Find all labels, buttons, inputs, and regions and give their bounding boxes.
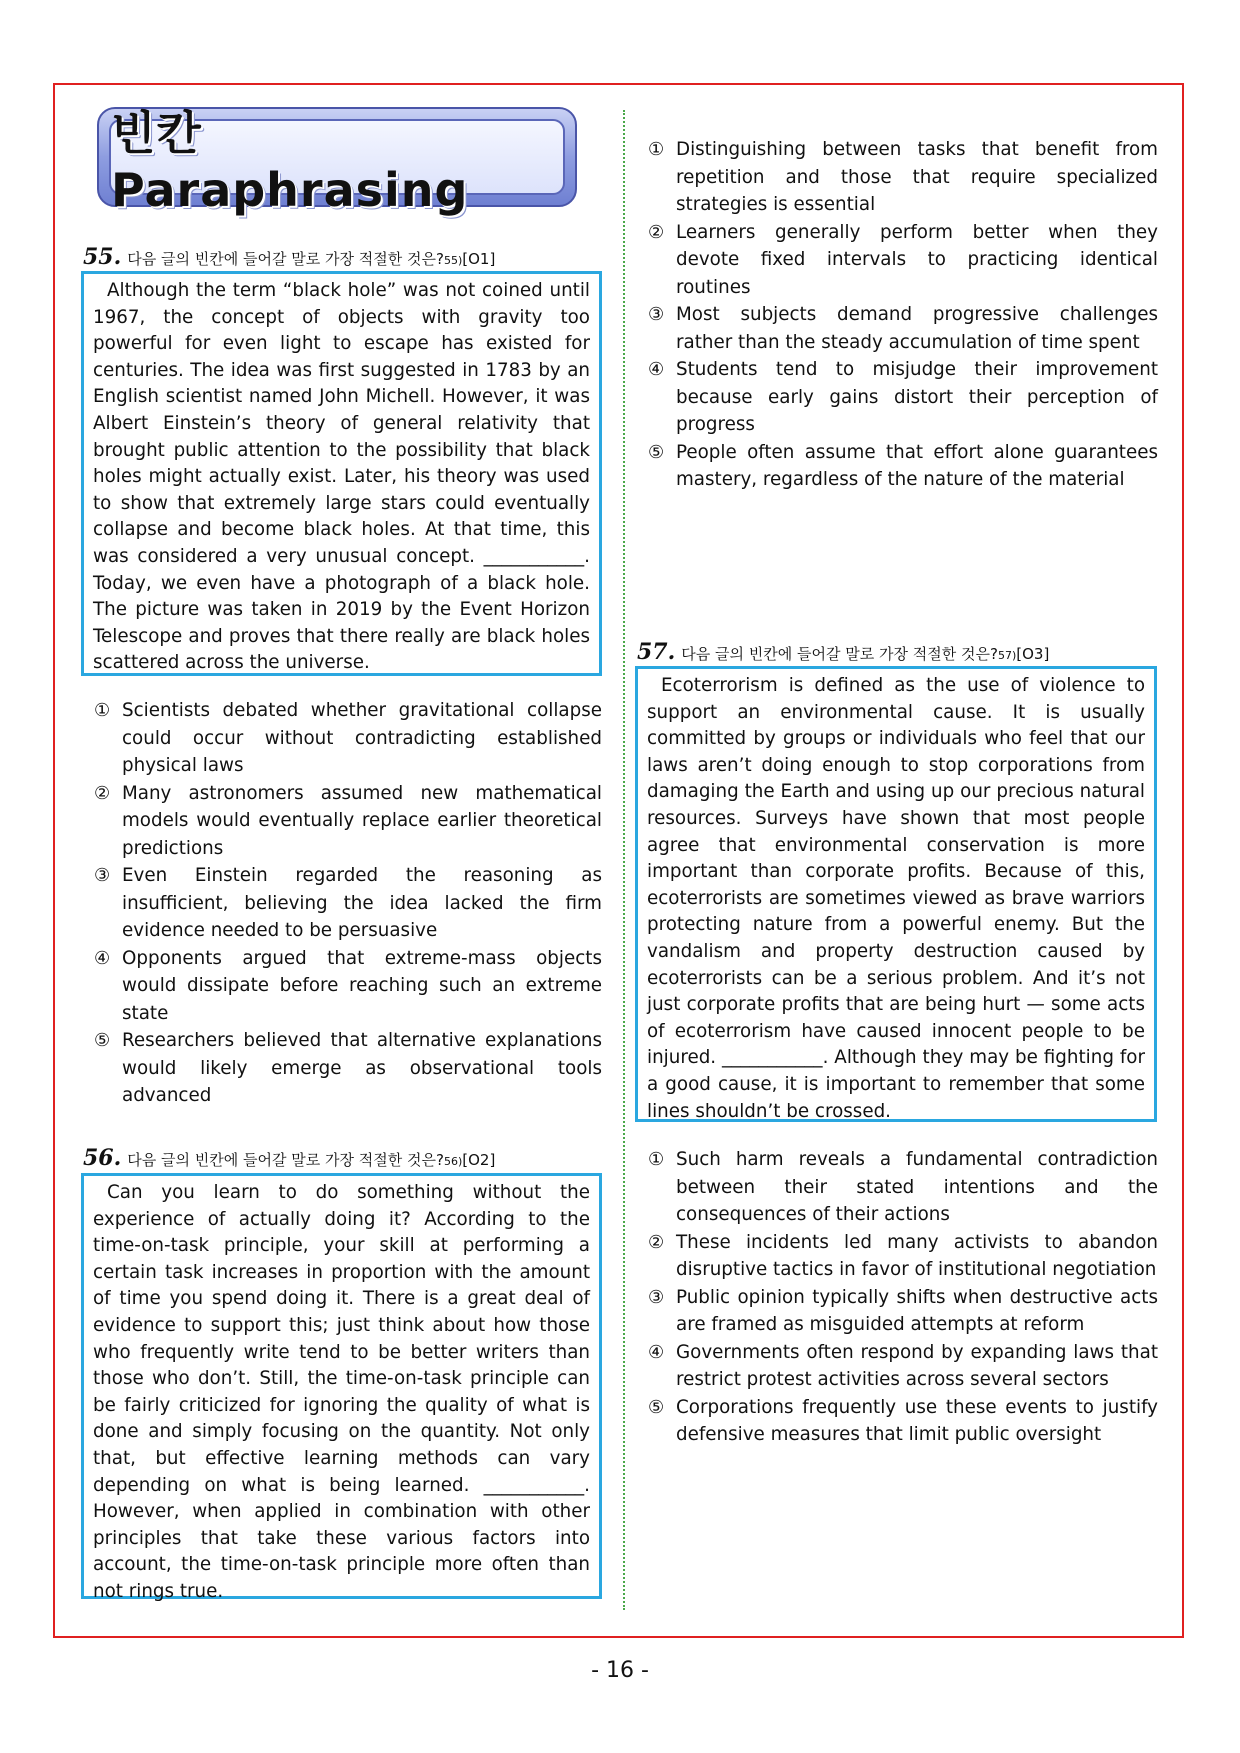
- question-code: [O3]: [1016, 645, 1050, 663]
- title-banner-inner: [109, 106, 565, 217]
- choice-5[interactable]: ⑤ People often assume that effort alone guarantees mastery, regardless of the nature of the material: [648, 441, 1158, 490]
- question-prompt: 다음 글의 빈칸에 들어갈 말로 가장 적절한 것은?: [681, 645, 998, 663]
- question-57-choices: [648, 1146, 1158, 1449]
- choice-4[interactable]: ④ Opponents argued that extreme-mass objects would dissipate before reaching such an extreme state: [94, 947, 602, 1024]
- choice-4[interactable]: ④ Students tend to misjudge their improvement because early gains distort their perception of progress: [648, 359, 1158, 435]
- question-55-choices: [94, 697, 602, 1110]
- choice-4[interactable]: ④ Governments often respond by expanding laws that restrict protest activities across several sectors: [648, 1341, 1158, 1390]
- choice-5[interactable]: ⑤ Researchers believed that alternative explanations would likely emerge as observational tools advanced: [94, 1030, 602, 1106]
- choice-3[interactable]: ③ Most subjects demand progressive challenges rather than the steady accumulation of time spent: [648, 304, 1158, 353]
- choice-2[interactable]: ② Learners generally perform better when they devote fixed intervals to practicing identical routines: [648, 221, 1158, 298]
- question-code: [O1]: [462, 250, 496, 268]
- choice-5[interactable]: ⑤ Corporations frequently use these events to justify defensive measures that limit public oversight: [648, 1396, 1158, 1445]
- choice-3[interactable]: ③ Public opinion typically shifts when destructive acts are framed as misguided attempts at reform: [648, 1286, 1158, 1335]
- question-number: 57: [637, 639, 668, 665]
- title-banner: [97, 106, 577, 217]
- choice-3[interactable]: ③ Even Einstein regarded the reasoning as insufficient, believing the idea lacked the firm evidence needed to be persuasive: [94, 865, 602, 941]
- choice-1[interactable]: ① Distinguishing between tasks that benefit from repetition and those that require specialized strategies is essential: [648, 139, 1158, 215]
- choice-1[interactable]: ① Scientists debated whether gravitational collapse could occur without contradicting established physical laws: [94, 700, 602, 776]
- question-ref: 55): [443, 254, 463, 267]
- question-55-passage: Although the term “black hole” was not coined until 1967, the concept of objects with gravity too powerful for even light to escape has existed for centuries. The idea was first suggested in 1783 by an English scientist named John Michell. However, it was Albert Einstein’s theory of general relativity that brought public attention to the possibility that black holes might actually exist. Later, his theory was used to show that extremely large stars could eventually collapse and become black holes. At that time, this was considered a very unusual concept. ___________. Today, we even have a photograph of a black hole. The picture was taken in 2019 by the Event Horizon Telescope and proves that there really are black holes scattered across the universe.: [81, 271, 602, 676]
- page-title: 빈칸 Paraphrasing: [111, 106, 469, 217]
- choice-2[interactable]: ② Many astronomers assumed new mathematical models would eventually replace earlier theoretical predictions: [94, 782, 602, 859]
- question-ref: 56): [443, 1155, 463, 1168]
- question-prompt: 다음 글의 빈칸에 들어갈 말로 가장 적절한 것은?: [127, 250, 444, 268]
- choice-2[interactable]: ② These incidents led many activists to abandon disruptive tactics in favor of institutional negotiation: [648, 1231, 1158, 1280]
- page-number: - 16 -: [591, 1658, 649, 1683]
- question-55-header: 55 . 다음 글의 빈칸에 들어갈 말로 가장 적절한 것은? 55) [O1]: [83, 244, 496, 270]
- question-56-choices: [648, 136, 1158, 494]
- question-56-header: 56 . 다음 글의 빈칸에 들어갈 말로 가장 적절한 것은? 56) [O2]: [83, 1145, 496, 1171]
- question-57-header: 57 . 다음 글의 빈칸에 들어갈 말로 가장 적절한 것은? 57) [O3]: [637, 639, 1050, 665]
- question-number: 56: [83, 1145, 114, 1171]
- column-divider: [623, 110, 625, 1610]
- question-number: 55: [83, 244, 114, 270]
- question-57-passage: Ecoterrorism is defined as the use of violence to support an environmental cause. It is usually committed by groups or individuals who feel that our laws aren’t doing enough to stop corporations from damaging the Earth and using up our precious natural resources. Surveys have shown that most people agree that environmental conservation is more important than corporate profits. Because of this, ecoterrorists are sometimes viewed as brave warriors protecting nature from a powerful enemy. But the vandalism and property destruction caused by ecoterrorists can be a serious problem. And it’s not just corporate profits that are being hurt — some acts of ecoterrorism have caused innocent people to be injured. ___________. Although they may be fighting for a good cause, it is important to remember that some lines shouldn’t be crossed.: [635, 666, 1157, 1122]
- question-code: [O2]: [462, 1151, 496, 1169]
- question-prompt: 다음 글의 빈칸에 들어갈 말로 가장 적절한 것은?: [127, 1151, 444, 1169]
- choice-1[interactable]: ① Such harm reveals a fundamental contradiction between their stated intentions and the consequences of their actions: [648, 1149, 1158, 1225]
- question-ref: 57): [997, 649, 1017, 662]
- question-56-passage: Can you learn to do something without the experience of actually doing it? According to the time-on-task principle, your skill at performing a certain task increases in proportion with the amount of time you spend doing it. There is a great deal of evidence to support this; just think about how those who frequently write tend to be better writers than those who don’t. Still, the time-on-task principle can be fairly criticized for ignoring the quality of what is done and simply focusing on the quantity. Not only that, but effective learning methods can vary depending on what is being learned. ___________. However, when applied in combination with other principles that take these various factors into account, the time-on-task principle more often than not rings true.: [81, 1173, 602, 1599]
